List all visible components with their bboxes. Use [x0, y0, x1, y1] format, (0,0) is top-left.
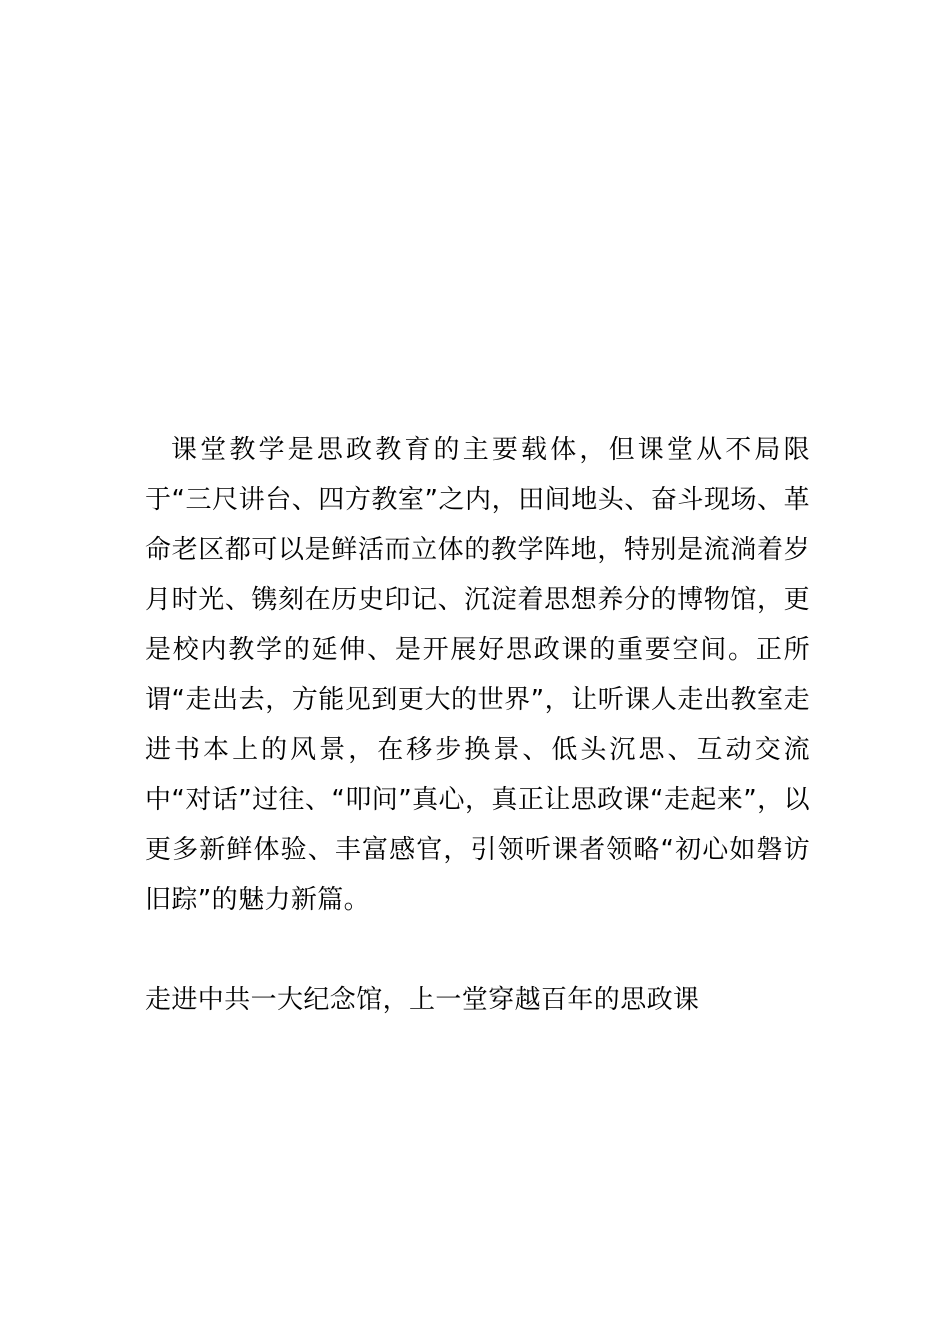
document-body	[145, 425, 810, 1025]
body-paragraph: 课堂教学是思政教育的主要载体，但课堂从不局限于“三尺讲台、四方教室”之内，田间地头、奋斗现场、革命老区都可以是鲜活而立体的教学阵地，特别是流淌着岁月时光、镌刻在历史印记、沉淀着思想养分的博物馆，更是校内教学的延伸、是开展好思政课的重要空间。正所谓“走出去，方能见到更大的世界”，让听课人走出教室走进书本上的风景，在移步换景、低头沉思、互动交流中“对话”过往、“叩问”真心，真正让思政课“走起来”，以更多新鲜体验、丰富感官，引领听课者领略“初心如磐访旧踪”的魅力新篇。	[145, 435, 810, 915]
section-heading: 走进中共一大纪念馆，上一堂穿越百年的思政课	[145, 985, 700, 1015]
